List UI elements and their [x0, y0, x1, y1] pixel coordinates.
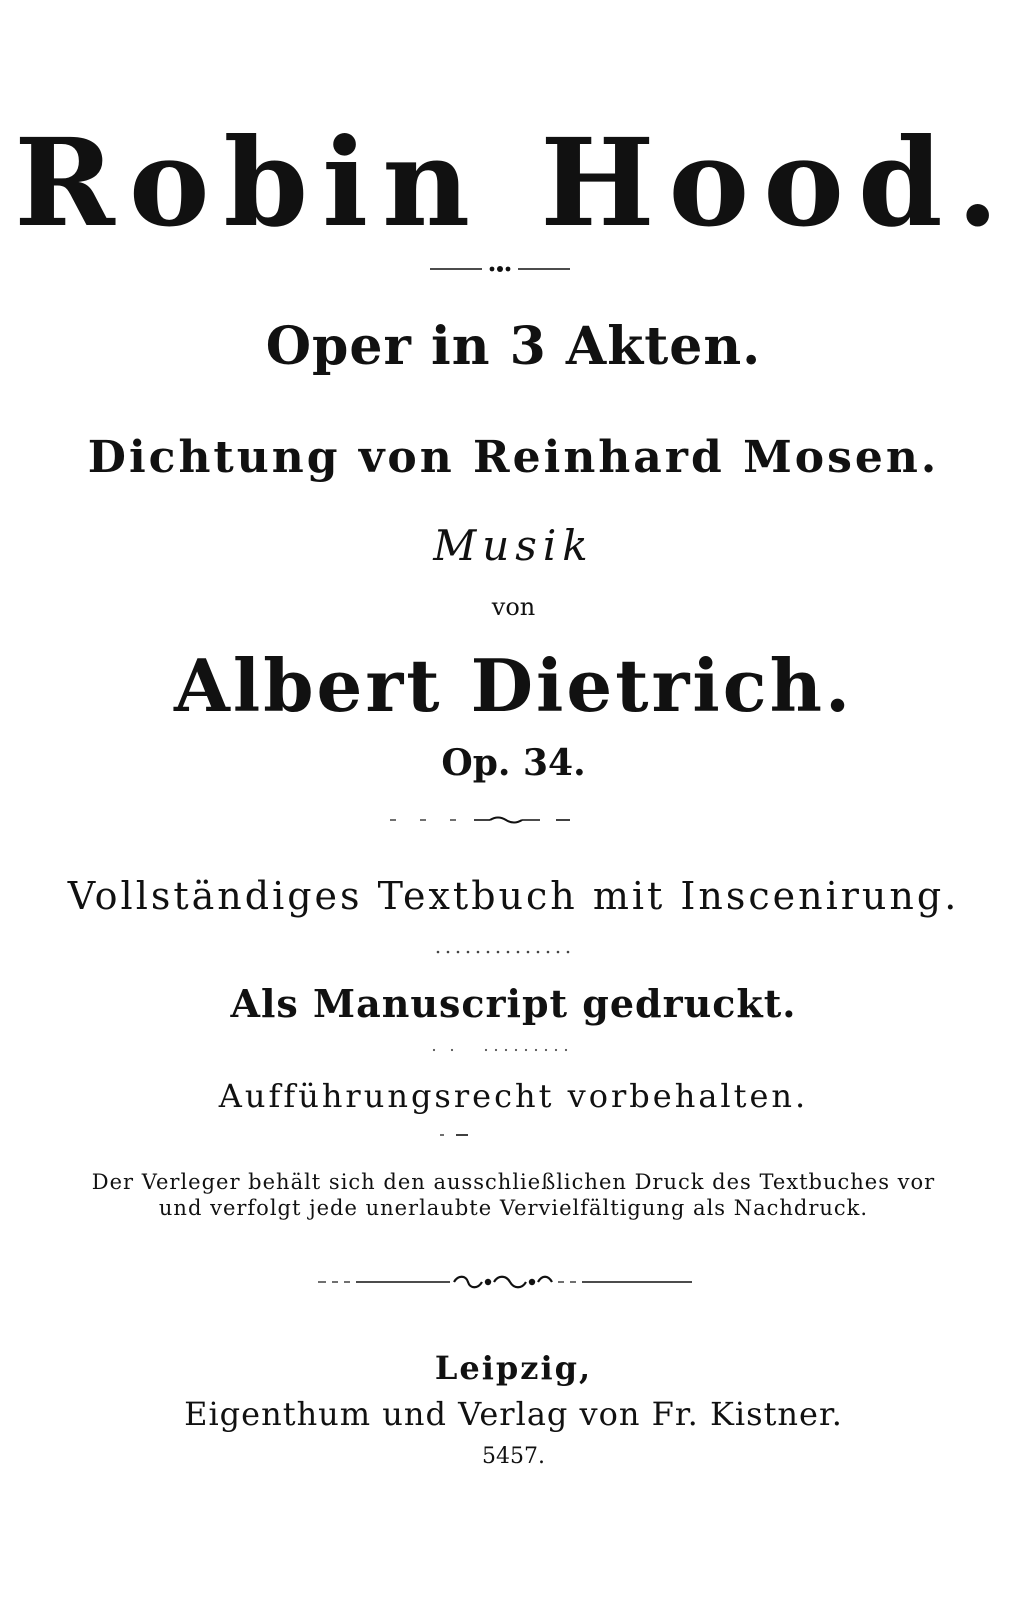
- publisher-notice-line-1: Der Verleger behält sich den ausschließlichen Druck des Textbuches vor: [91, 1170, 936, 1194]
- ornament-divider-1: [430, 264, 570, 274]
- ornament-divider-3: [434, 948, 574, 956]
- plate-number: 5457.: [482, 1444, 545, 1469]
- ornament-divider-6: [318, 1273, 692, 1291]
- opus-number: Op. 34.: [441, 742, 586, 784]
- composer-name: Albert Dietrich.: [173, 643, 854, 728]
- opera-title: Robin Hood.: [14, 111, 1013, 254]
- rights-line: Aufführungsrecht vorbehalten.: [218, 1077, 809, 1115]
- by-label: von: [491, 593, 536, 621]
- imprint-city: Leipzig,: [434, 1349, 593, 1387]
- textbook-line: Vollständiges Textbuch mit Inscenirung.: [67, 874, 960, 918]
- opera-subtitle: Oper in 3 Akten.: [265, 316, 762, 377]
- music-label: Musik: [433, 521, 594, 570]
- imprint-publisher: Eigenthum und Verlag von Fr. Kistner.: [184, 1395, 843, 1433]
- ornament-divider-5: [440, 1132, 470, 1138]
- ornament-divider-2: [390, 814, 570, 826]
- ornament-divider-4: [430, 1046, 570, 1054]
- manuscript-line: Als Manuscript gedruckt.: [230, 981, 797, 1026]
- publisher-notice-line-2: und verfolgt jede unerlaubte Vervielfältigung als Nachdruck.: [158, 1196, 869, 1220]
- librettist-line: Dichtung von Reinhard Mosen.: [87, 432, 940, 483]
